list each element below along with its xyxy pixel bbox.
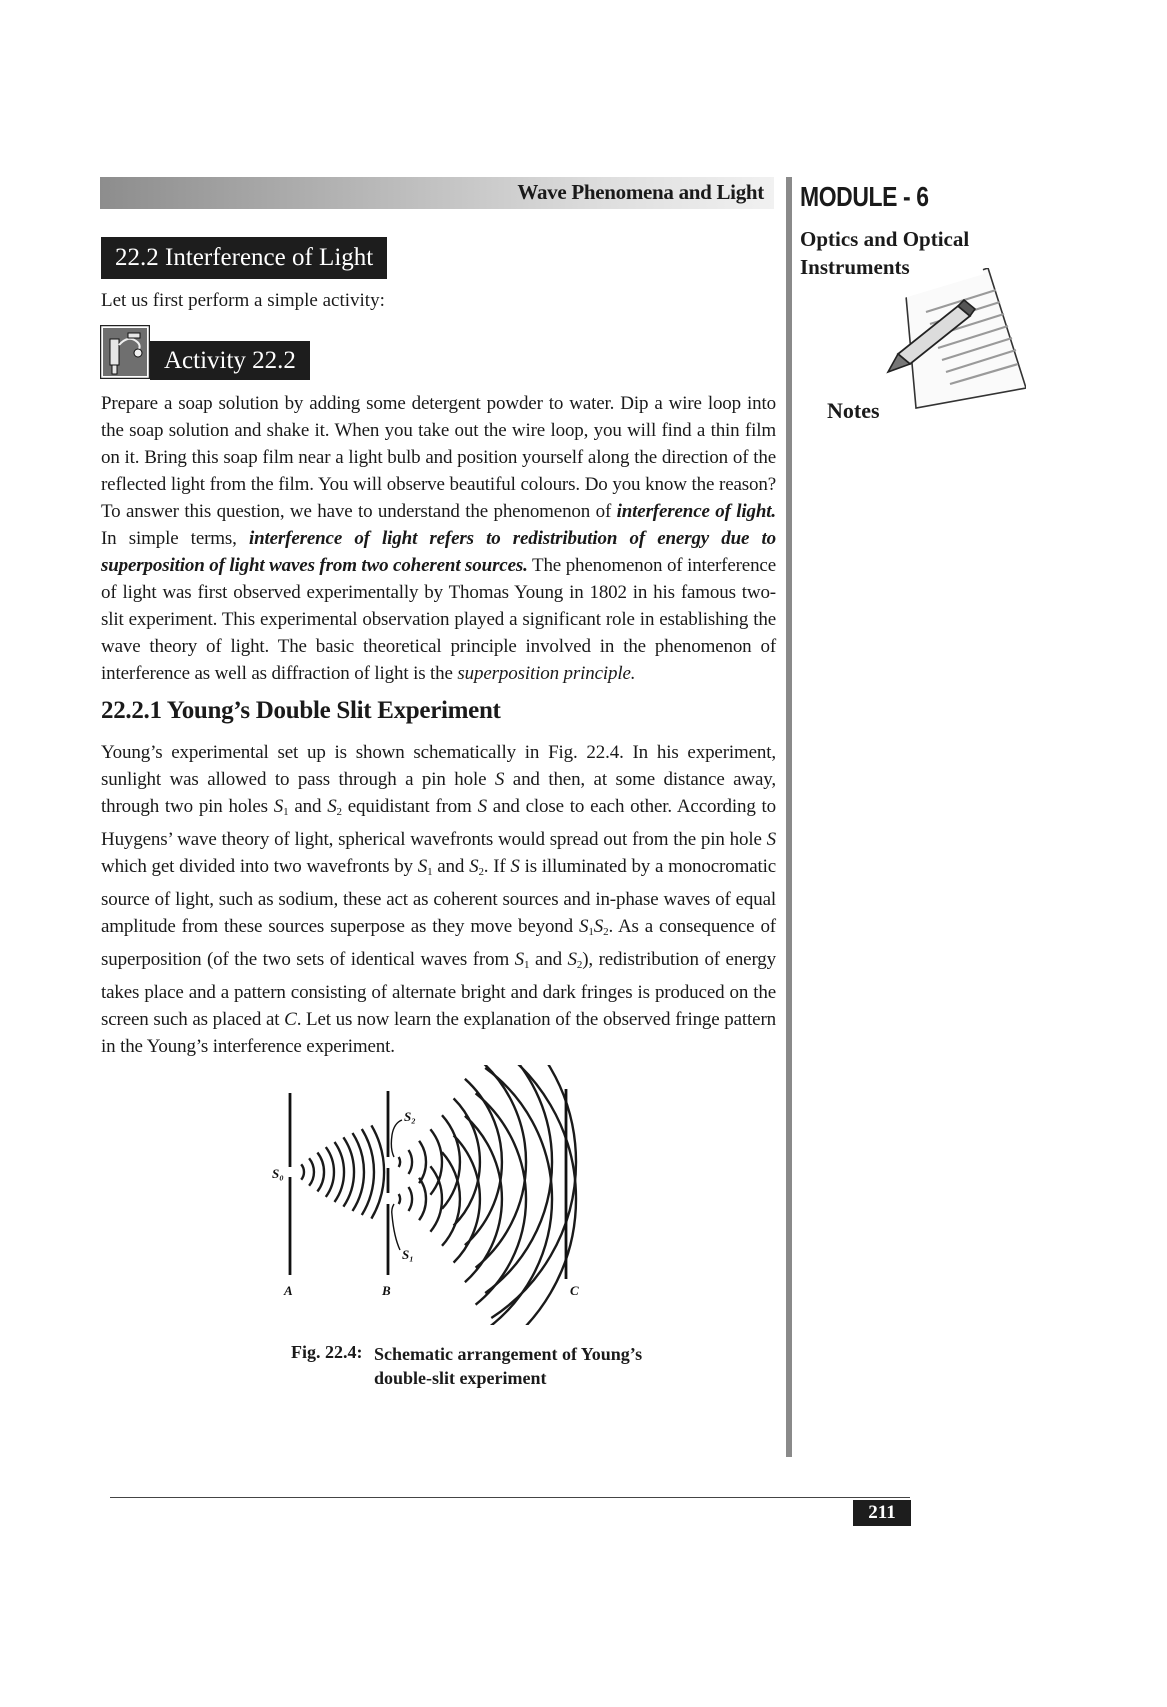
wavefront-s0: [309, 1158, 314, 1186]
subscript: 2: [603, 926, 609, 938]
footer-rule: [110, 1497, 910, 1498]
symbol-s: S: [510, 856, 520, 877]
notes-label: Notes: [827, 398, 880, 423]
text-run: and close to each other. According to Huygens’ wave theory of light, spherical wavefronts would spread out from the pin hole: [101, 796, 777, 850]
wavefront-s2: [442, 1115, 460, 1209]
s2-pointer: [391, 1120, 402, 1157]
subscript: 1: [588, 926, 594, 938]
label-s0: S₀: [272, 1166, 284, 1181]
running-header-title: Wave Phenomena and Light: [517, 180, 764, 204]
subscript: 2: [576, 959, 583, 971]
symbol-s: S: [494, 769, 505, 790]
wavefront-s2: [399, 1157, 400, 1167]
wavefront-s1: [442, 1152, 460, 1246]
text-run: . As a consequence of superposition (of the two sets of identical waves from: [101, 916, 776, 970]
symbol-s: S: [593, 916, 604, 937]
symbol-s: S: [477, 796, 487, 817]
subscript: 2: [336, 806, 342, 818]
figure-caption-text: Schematic arrangement of Young’s double-slit experiment: [374, 1344, 643, 1388]
wavefront-s1: [409, 1187, 413, 1211]
wavefront-s2: [491, 1065, 576, 1318]
s1-pointer: [392, 1204, 400, 1250]
figure-caption-number: Fig. 22.4:: [291, 1342, 363, 1362]
wavefront-s1: [491, 1065, 576, 1325]
text-run: and then, at some distance away, through two pin holes: [101, 769, 776, 817]
wavefront-s1: [399, 1194, 400, 1204]
wavefronts: [301, 1065, 576, 1325]
wavefront-s2: [419, 1141, 426, 1183]
definition-emphasis: interference of light refers to redistribution of energy due to superposition of light waves from two coherent sources.: [101, 528, 776, 576]
margin-divider: [786, 177, 792, 1457]
subsection-heading: 22.2.1 Young’s Double Slit Experiment: [101, 697, 501, 724]
symbol-s: S: [567, 949, 577, 970]
symbol-s: S: [327, 796, 337, 817]
text-run: and: [529, 949, 568, 970]
symbol-c: C: [284, 1009, 297, 1030]
wavefront-s0: [326, 1147, 334, 1197]
module-subtitle: Optics and Optical Instruments: [800, 227, 970, 279]
label-s1: S₁: [402, 1247, 414, 1262]
subscript: 1: [524, 959, 530, 971]
symbol-s: S: [766, 829, 776, 850]
text-run: . Let us now learn the explanation of the observed fringe pattern in the Young’s interference experiment.: [101, 1009, 776, 1057]
activity-apparatus-icon: [100, 325, 150, 379]
double-slit-diagram: [270, 1065, 600, 1325]
text-run: and: [288, 796, 328, 817]
symbol-s: S: [514, 949, 525, 970]
young-experiment-paragraph: [101, 739, 776, 1060]
label-a: A: [284, 1283, 293, 1298]
text-run: Young’s experimental set up is shown schematically in Fig. 22.4. In his experiment, sunlight was allowed to pass through a pin hole: [101, 742, 776, 790]
symbol-s: S: [417, 856, 428, 877]
wavefront-s0: [335, 1142, 345, 1202]
subscript: 1: [283, 806, 289, 818]
symbol-s: S: [469, 856, 479, 877]
symbol-s: S: [273, 796, 284, 817]
running-header: [100, 177, 774, 209]
italic-term: superposition principle.: [457, 663, 636, 684]
module-label: MODULE - 6: [800, 181, 929, 212]
text-run: . If: [483, 856, 511, 877]
text-run: is illuminated by a monocromatic source of light, such as sodium, these act as coherent sources and in-phase waves of equal amplitude from these sources superpose as they move beyond: [101, 856, 777, 937]
label-b: B: [382, 1283, 391, 1298]
text-run: Prepare a soap solution by adding some detergent powder to water. Dip a wire loop into the soap solution and shake it. When you take out the wire loop, you will find a thin film on it. Bring this soap film near a light bulb and position yourself along the direction of the reflected light from the film. You will observe beautiful colours. Do you know the reason? To answer this question, we have to understand the phenomenon of: [101, 393, 776, 522]
label-c: C: [570, 1283, 579, 1298]
page-number: 211: [853, 1500, 911, 1526]
activity-paragraph: [101, 390, 776, 687]
section-heading: 22.2 Interference of Light: [101, 237, 387, 279]
text-run: and: [432, 856, 470, 877]
wavefront-s2: [409, 1150, 413, 1174]
label-s2: S₂: [404, 1109, 416, 1124]
text-run: ), redistribution of energy takes place and a pattern consisting of alternate bright and dark fringes is produced on the screen such as placed at: [101, 949, 776, 1030]
wavefront-s0: [301, 1164, 304, 1179]
text-run: The phenomenon of interference of light was first observed experimentally by Thomas Young in 1802 in his famous two-slit experiment. This experimental observation played a significant role in establishing the wave theory of light. The basic theoretical principle involved in the phenomenon of interference as well as diffraction of light is the: [101, 555, 776, 684]
wavefront-s0: [317, 1153, 324, 1192]
subscript: 2: [478, 866, 484, 878]
text-run: equidistant from: [341, 796, 478, 817]
activity-label: Activity 22.2: [150, 341, 310, 380]
text-run: which get divided into two wavefronts by: [101, 856, 418, 877]
text-run: In simple terms,: [101, 528, 249, 549]
subscript: 1: [427, 866, 433, 878]
notes-pencil-icon: [876, 268, 1026, 418]
intro-text: Let us first perform a simple activity:: [101, 290, 385, 311]
symbol-s: S: [579, 916, 589, 937]
emphasis-term: interference of light.: [616, 501, 777, 522]
wavefront-s1: [419, 1178, 426, 1220]
